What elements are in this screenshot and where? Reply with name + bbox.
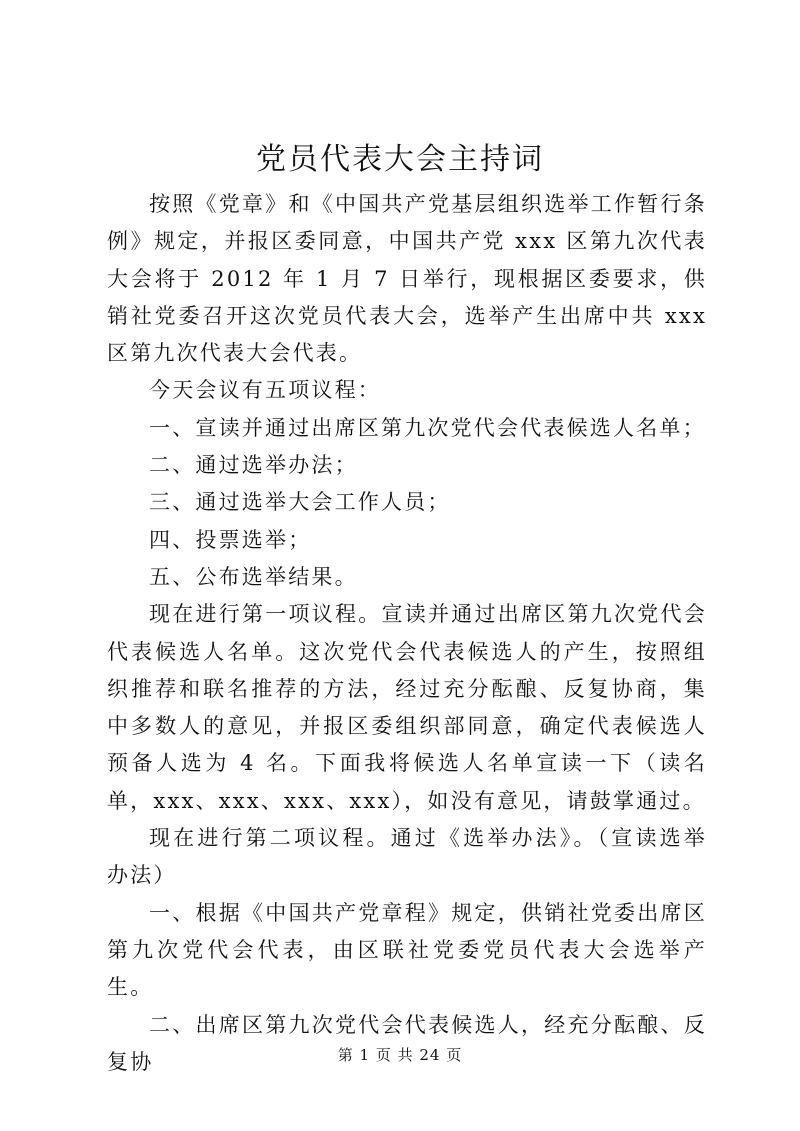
- paragraph-agenda-two: 现在进行第二项议程。通过《选举办法》。（宣读选举办法）: [107, 826, 707, 888]
- page-footer: 第 1 页 共 24 页: [337, 1046, 463, 1064]
- paragraph-rule-2: 二、出席区第九次党代会代表候选人，经充分酝酿、反复协: [107, 1012, 707, 1074]
- document-title: 党员代表大会主持词: [256, 142, 544, 177]
- agenda-item-1: 一、宣读并通过出席区第九次党代会代表候选人名单；: [149, 415, 706, 440]
- paragraph-agenda-heading: 今天会议有五项议程：: [149, 378, 381, 403]
- paragraph-agenda-one: 现在进行第一项议程。宣读并通过出席区第九次党代会代表候选人名单。这次党代会代表候选人的产生，按照组织推荐和联名推荐的方法，经过充分酝酿、反复协商，集中多数人的意见，并报区委组织部同意，确定代表候选人预备人选为 4 名。下面我将候选人名单宣读一下（读名单，xxx、xxx、xxx、xxx），如没有意见，请鼓掌通过。: [107, 602, 707, 813]
- agenda-item-3: 三、通过选举大会工作人员；: [149, 490, 451, 515]
- document-body: [107, 186, 707, 1081]
- agenda-item-2: 二、通过选举办法；: [149, 453, 358, 478]
- agenda-item-5: 五、公布选举结果。: [149, 564, 358, 589]
- agenda-item-4: 四、投票选举；: [149, 527, 312, 552]
- paragraph-intro: 按照《党章》和《中国共产党基层组织选举工作暂行条例》规定，并报区委同意，中国共产党 xxx 区第九次代表大会将于 2012 年 1 月 7 日举行，现根据区委要求，供销社党委召开这次党员代表大会，选举产生出席中共 xxx 区第九次代表大会代表。: [107, 192, 707, 366]
- paragraph-rule-1: 一、根据《中国共产党章程》规定，供销社党委出席区第九次党代会代表，由区联社党委党员代表大会选举产生。: [107, 900, 707, 1000]
